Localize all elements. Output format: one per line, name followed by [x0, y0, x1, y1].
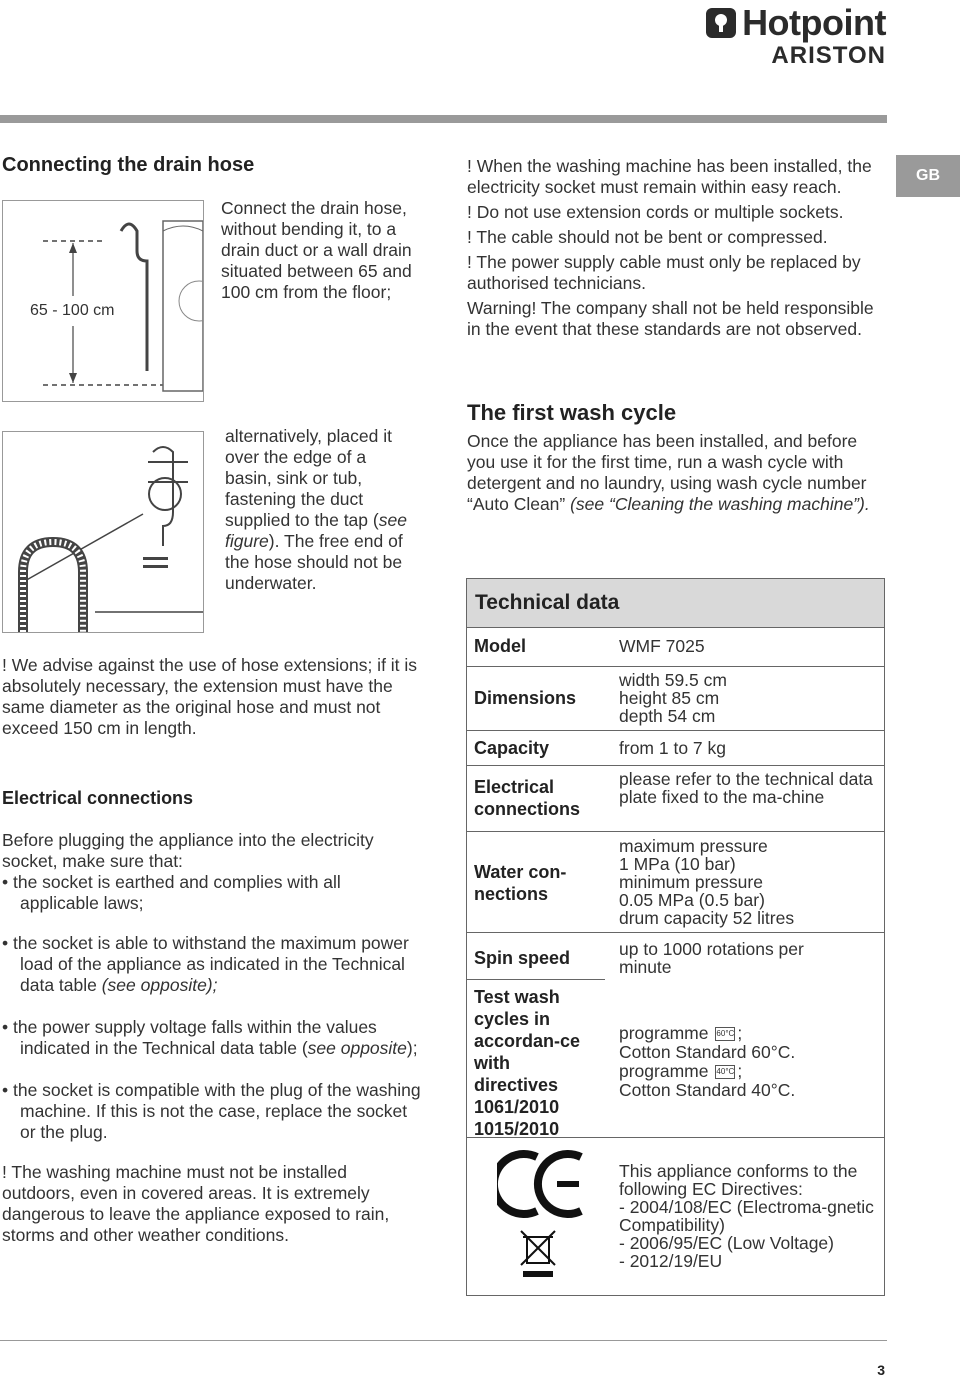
basin-hose-figure	[2, 431, 204, 633]
electrical-value: please refer to the technical data plate fixed to the ma-chine	[619, 769, 873, 807]
spin-value: up to 1000 rotations per minute	[619, 939, 804, 977]
electrical-label: Electrical connections	[474, 777, 581, 819]
drain-title: Connecting the drain hose	[2, 154, 255, 176]
dimension-depth: depth 54 cm	[619, 706, 716, 726]
conformity-statement: This appliance conforms to the following EC Directives:	[619, 1161, 858, 1199]
electrical-bullet-2-italic: (see opposite);	[101, 975, 218, 995]
drain-para-2-text-a: alternatively, placed it over the edge of a basin, sink or tub, fastening the duct supplied to the tap (	[225, 426, 392, 530]
electrical-intro: Before plugging the appliance into the electricity socket, make sure that:	[2, 830, 374, 871]
drain-para-1: Connect the drain hose, without bending it, to a drain duct or a wall drain situated between 65 and 100 cm from the floor;	[221, 198, 412, 302]
note-easy-reach: ! When the washing machine has been installed, the electricity socket must remain within easy reach.	[467, 156, 872, 197]
dimension-width: width 59.5 cm	[619, 670, 727, 690]
basin-hose-illustration	[3, 432, 203, 632]
cotton-standard-60: Cotton Standard 60°C.	[619, 1042, 796, 1062]
electrical-bullet-2	[2, 933, 422, 996]
row-divider	[467, 979, 605, 980]
programme-word-40: programme	[619, 1061, 709, 1081]
dimensions-label: Dimensions	[474, 688, 577, 708]
first-wash-text-body: Once the appliance has been installed, and before you use it for the first time, run a wash cycle with detergent and no laundry, using wash cycle number “Auto Clean”	[467, 431, 867, 514]
drain-para-2-italic: see figure	[225, 510, 407, 551]
water-values	[619, 837, 794, 927]
technical-data-table	[466, 578, 885, 1296]
row-divider	[467, 730, 884, 731]
outdoor-warning: ! The washing machine must not be installed outdoors, even in covered areas. It is extremely dangerous to leave the appliance exposed to rain, storms and other weather conditions.	[2, 1162, 390, 1245]
water-min-value: 0.05 MPa (0.5 bar)	[619, 890, 765, 910]
programme-40-line: programme 40°C ;	[619, 1061, 743, 1081]
brand-sub: ARISTON	[771, 42, 886, 69]
note-authorised: ! The power supply cable must only be replaced by authorised technicians.	[467, 252, 861, 293]
electrical-bullet-3	[2, 1017, 422, 1059]
first-wash-text	[467, 431, 872, 515]
electrical-bullet-3-text-a: • the power supply voltage falls within the values indicated in the Technical data table (	[2, 1017, 377, 1058]
brand-logo	[706, 2, 886, 70]
height-range-label: 65 - 100 cm	[30, 302, 115, 319]
electrical-bullet-2-text: • the socket is able to withstand the maximum power load of the appliance as indicated in the Technical data table	[2, 933, 409, 995]
first-wash-text-italic: (see “Cleaning the washing machine”).	[570, 494, 870, 514]
drain-para-2-text-b: ). The free end of the hose should not be underwater.	[225, 531, 403, 593]
directive-weee: - 2012/19/EU	[619, 1251, 723, 1271]
note-extension: ! Do not use extension cords or multiple sockets.	[467, 202, 844, 222]
cotton-standard-40: Cotton Standard 40°C.	[619, 1080, 796, 1100]
electrical-bullet-3-text-b: );	[406, 1038, 418, 1058]
page-number: 3	[877, 1362, 885, 1378]
directive-emc: - 2004/108/EC (Electroma-gnetic Compatibility)	[619, 1197, 874, 1235]
spin-label: Spin speed	[474, 948, 571, 968]
row-divider	[467, 831, 884, 832]
socket-notes	[467, 156, 882, 340]
electrical-bullet-3-italic: see opposite	[307, 1038, 407, 1058]
ec-directives	[619, 1162, 874, 1270]
note-cable: ! The cable should not be bent or compressed.	[467, 227, 828, 247]
drum-capacity: drum capacity 52 litres	[619, 908, 795, 928]
language-tab: GB	[896, 155, 960, 197]
dimensions-values	[619, 671, 727, 725]
footer-divider	[0, 1340, 887, 1341]
row-divider	[467, 1137, 884, 1138]
water-max-value: 1 MPa (10 bar)	[619, 854, 736, 874]
hose-extension-warning: ! We advise against the use of hose extensions; if it is absolutely necessary, the extension must have the same diameter as the original hose and must not exceed 150 cm in length.	[2, 655, 418, 738]
technical-data-title: Technical data	[467, 579, 884, 628]
dimension-height: height 85 cm	[619, 688, 720, 708]
water-min-label: minimum pressure	[619, 872, 763, 892]
row-divider	[467, 666, 884, 667]
programme-word-60: programme	[619, 1023, 709, 1043]
top-divider	[0, 115, 887, 123]
test-cycles-values	[619, 1024, 795, 1100]
model-value: WMF 7025	[619, 636, 705, 656]
programme-60-icon: 60°C	[715, 1027, 735, 1041]
row-divider	[467, 932, 884, 933]
programme-60-line: programme 60°C ;	[619, 1023, 743, 1043]
directive-low-voltage: - 2006/95/EC (Low Voltage)	[619, 1233, 834, 1253]
note-responsibility: Warning! The company shall not be held responsible in the event that these standards are not observed.	[467, 298, 874, 339]
brand-name: Hotpoint	[742, 2, 886, 43]
water-label: Water con-nections	[474, 862, 567, 904]
electrical-bullet-1: • the socket is earthed and complies with all applicable laws;	[2, 872, 341, 913]
electrical-bullet-4: • the socket is compatible with the plug of the washing machine. If this is not the case, replace the socket or the plug.	[2, 1080, 421, 1142]
weee-bin-icon	[519, 1229, 559, 1284]
drain-para-2	[225, 426, 410, 594]
capacity-value: from 1 to 7 kg	[619, 738, 726, 758]
hotpoint-logo-icon	[706, 8, 736, 38]
ce-mark-icon	[497, 1149, 587, 1224]
capacity-label: Capacity	[474, 738, 550, 758]
row-divider	[467, 627, 884, 628]
electrical-section	[2, 830, 422, 1246]
row-divider	[467, 765, 884, 766]
water-max-label: maximum pressure	[619, 836, 768, 856]
first-wash-title: The first wash cycle	[467, 400, 677, 425]
electrical-title: Electrical connections	[2, 788, 194, 808]
test-cycles-label: Test wash cycles in accordan-ce with directives 1061/2010 1015/2010	[474, 987, 581, 1139]
programme-40-icon: 40°C	[715, 1065, 735, 1079]
model-label: Model	[474, 636, 526, 656]
